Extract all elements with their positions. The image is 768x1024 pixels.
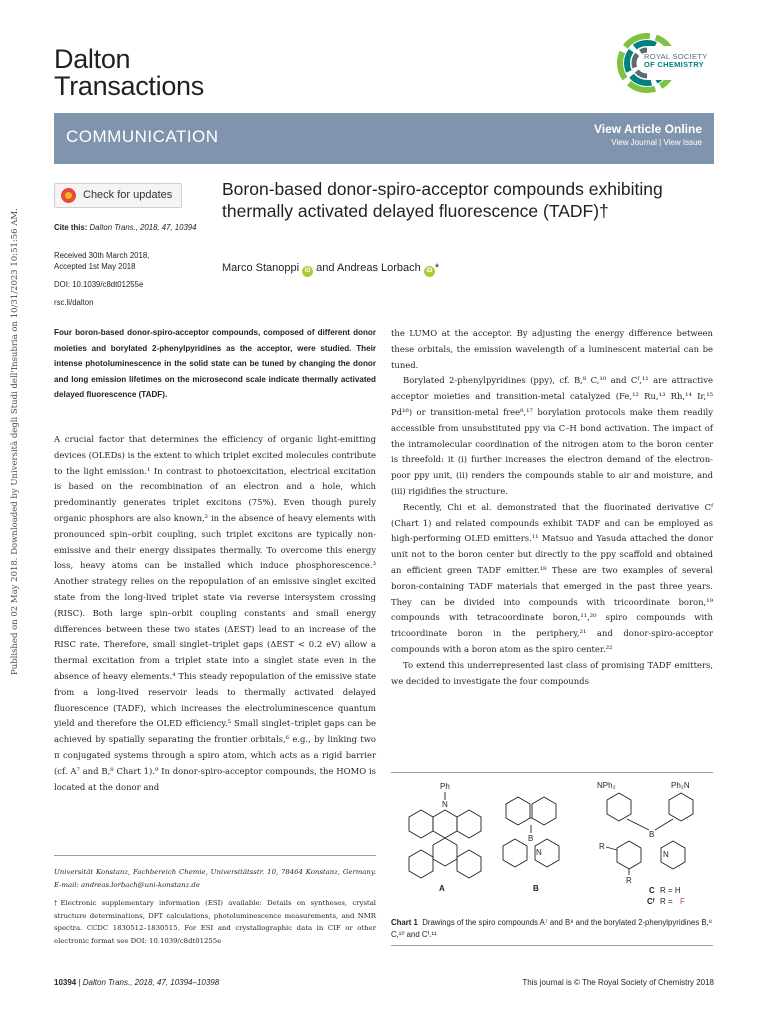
- section-label: COMMUNICATION: [66, 127, 219, 146]
- article-title: Boron-based donor-spiro-acceptor compounds exhibiting thermally activated delayed fluorescence (TADF)†: [222, 179, 663, 221]
- label-c-r-h: R = H: [660, 886, 681, 895]
- received-date: Received 30th March 2018,: [54, 251, 150, 260]
- chart-caption-text: Drawings of the spiro compounds A⁷ and B⁸ and the borylated 2-phenylpyridines B,⁸ C,¹⁰ and Cᶠ.¹¹: [391, 918, 713, 939]
- body-paragraph: Recently, Chi et al. demonstrated that the fluorinated derivative Cᶠ (Chart 1) and related compounds exhibit TADF and can be employed as high-performing OLED emitters.¹¹ Matsuo and Yasuda attached the donor unit not to the boron center but directly to the ppy scaffold and obtained an efficient green TADF emitter.¹⁸ These are two examples of several boron-containing TADF materials that emerged in the past three years. They can be divided into compounds with tricoordinate boron,¹⁹ compounds with tetracoordinate boron,¹¹,²⁰ spiro compounds with tricoordinate boron in the periphery,²¹ and donor-spiro-acceptor compounds with a boron atom as the spiro center.²²: [391, 501, 713, 654]
- c-r-label-bottom: R: [626, 876, 632, 885]
- check-for-updates-label: Check for updates: [83, 189, 173, 201]
- rsc-line2: OF CHEMISTRY: [644, 60, 704, 69]
- journal-title-line1: Dalton: [54, 44, 131, 74]
- accepted-date: Accepted 1st May 2018: [54, 262, 136, 271]
- orcid-icon[interactable]: iD: [302, 266, 313, 277]
- received-info: [54, 250, 204, 272]
- rsc-line1: ROYAL SOCIETY: [644, 52, 708, 61]
- label-cf-r-prefix: R =: [660, 897, 673, 906]
- footer-citation: Dalton Trans., 2018, 47, 10394–10398: [82, 978, 220, 987]
- crossmark-icon: [61, 188, 76, 203]
- chart-caption: [391, 917, 713, 941]
- author-conjunction: and: [316, 262, 337, 274]
- journal-title-line2: Transactions: [54, 71, 204, 101]
- c-ph2n-label: Ph₂N: [671, 781, 690, 790]
- label-b: B: [533, 884, 539, 893]
- a-n-label: N: [442, 800, 448, 809]
- journal-link[interactable]: rsc.li/dalton: [54, 298, 94, 307]
- view-issue-link[interactable]: View Issue: [663, 138, 702, 147]
- chart-1-structures: [391, 775, 713, 910]
- author-name[interactable]: Marco Stanoppi: [222, 262, 300, 274]
- compound-b-drawing: [503, 797, 559, 867]
- body-column-left: [54, 432, 376, 795]
- b-b-label: B: [528, 834, 534, 843]
- download-watermark: Published on 02 May 2018. Downloaded by Università degli Studi dell'Insubria on 10/31/2023 10:51:56 AM.: [10, 208, 20, 675]
- journal-issue-links: [594, 138, 702, 147]
- link-separator: |: [656, 138, 664, 147]
- body-paragraph: A crucial factor that determines the efficiency of organic light-emitting devices (OLEDs) is the extent to which triplet excited molecules contribute to the light emission.¹ In contrast to photoexcitation, electrical excitation is based on the recombination of an electron and a hole, which predominantly generates triplet excitons (75%). Even though purely organic phosphors are also known,² in the absence of heavy elements with pronounced spin–orbit coupling, such triplet excitons are typically non-emissive and their energy dissipates thermally. To overcome this energy loss, heavy atoms can be installed which induce phosphorescence.³ Another strategy relies on the repopulation of an emissive singlet excited state from the long-lived triplet state via reverse intersystem crossing (RISC). Both large spin–orbit coupling constants and small energy differences between these two states (ΔEST) lead to an increase of the RISC rate. Therefore, small singlet–triplet gaps (ΔEST < 0.2 eV) allow a thermal excitation from a triplet state into a singlet state even in the absence of heavy elements.⁴ This steady repopulation of the emissive state from a long-lived reservoir leads to thermally activated delayed fluorescence (TADF), which increases the electroluminescence quantum yield and therefore the OLED efficiency.⁵ Small singlet–triplet gaps can be achieved by spatially separating the frontier orbitals,⁶ e.g., by linking two π conjugated systems through a spiro atom, which acts as a rigid barrier (cf. A⁷ and B,⁸ Chart 1).⁹ In donor-spiro-acceptor compounds, the HOMO is located at the donor and: [54, 434, 376, 792]
- affiliation-footnote: Universität Konstanz, Fachbereich Chemie, Universitätsstr. 10, 78464 Konstanz, Germany. E-mail: andreas.lorbach@uni-konstanz.de: [54, 868, 376, 889]
- b-n-label: N: [536, 848, 542, 857]
- corresponding-author-mark: *: [434, 262, 440, 274]
- abstract: Four boron-based donor-spiro-acceptor compounds, composed of different donor moieties and borylated 2-phenylpyridines as the acceptor, were studied. Their intense photoluminescence in the solid state can be tuned by changing the donor and long emission lifetimes on the microsecond scale indicate thermally activated delayed fluorescence (TADF).: [54, 328, 376, 399]
- body-paragraph: the LUMO at the acceptor. By adjusting the energy difference between these orbitals, the emission wavelength of a luminescent material can be tuned.: [391, 328, 713, 370]
- page-footer-citation: [54, 978, 219, 987]
- c-r-label-top: R: [599, 842, 605, 851]
- c-n-label: N: [663, 850, 669, 859]
- cite-label: Cite this:: [54, 223, 88, 232]
- rsc-wordmark: [644, 53, 708, 69]
- doi[interactable]: DOI: 10.1039/c8dt01255e: [54, 280, 144, 289]
- journal-title: [54, 46, 204, 100]
- view-journal-link[interactable]: View Journal: [611, 138, 657, 147]
- section-banner: [54, 113, 714, 164]
- label-a: A: [439, 884, 445, 893]
- body-paragraph: Borylated 2-phenylpyridines (ppy), cf. B,⁸ C,¹⁰ and Cᶠ,¹¹ are attractive acceptor moieties and transition-metal catalyzed (Fe,¹² Ru,¹³ Rh,¹⁴ Ir,¹⁵ Pd¹⁶) or transition-metal free⁸,¹⁷ borylation protocols make them readily accessible from unsubstituted ppy via C–H bond activation. The impact of the intramolecular coordination of the nitrogen atom to the boron center is threefold: it (i) further increases the electron demand of the electron-poor ppy unit, (ii) renders the compounds stable to air and moisture, and (iii) rigidifies the structure.: [391, 375, 713, 496]
- check-for-updates-button[interactable]: [54, 183, 182, 208]
- footnotes: [54, 866, 376, 947]
- author-list: [222, 262, 439, 277]
- c-b-label: B: [649, 830, 655, 839]
- body-paragraph: To extend this underrepresented last class of promising TADF emitters, we decided to investigate the four compounds: [391, 659, 713, 686]
- esi-footnote: †Electronic supplementary information (ESI) available: Details on syntheses, crystal structure determinations, DFT calculations, photoluminescence measurements, and NMR spectra. CCDC 1830512–1830515. For ESI and crystallographic data in CIF or other electronic format see DOI: 10.1039/c8dt01255e: [54, 899, 376, 945]
- label-cf-r-fluorine: F: [680, 897, 685, 906]
- compound-c-drawing: [597, 781, 693, 885]
- view-article-online-link[interactable]: View Article Online: [593, 122, 702, 136]
- label-c: C: [649, 886, 655, 895]
- cite-text: Dalton Trans., 2018, 47, 10394: [89, 223, 197, 232]
- chart-top-rule: [391, 772, 713, 773]
- orcid-icon[interactable]: iD: [424, 266, 435, 277]
- chart-caption-label: Chart 1: [391, 918, 418, 927]
- article-links: [594, 122, 702, 147]
- footnote-rule: [54, 855, 376, 856]
- citation-info: [54, 222, 204, 233]
- author-name[interactable]: Andreas Lorbach: [336, 262, 421, 274]
- body-column-right: [391, 326, 713, 689]
- chart-bottom-rule: [391, 945, 713, 946]
- footer-separator: |: [76, 978, 83, 987]
- label-cf: Cᶠ: [647, 897, 655, 906]
- a-ph-label: Ph: [440, 782, 450, 791]
- compound-a-drawing: [409, 782, 481, 878]
- c-nph2-label: NPh₂: [597, 781, 616, 790]
- page-footer-copyright: This journal is © The Royal Society of Chemistry 2018: [522, 978, 714, 987]
- page-number: 10394: [54, 978, 77, 987]
